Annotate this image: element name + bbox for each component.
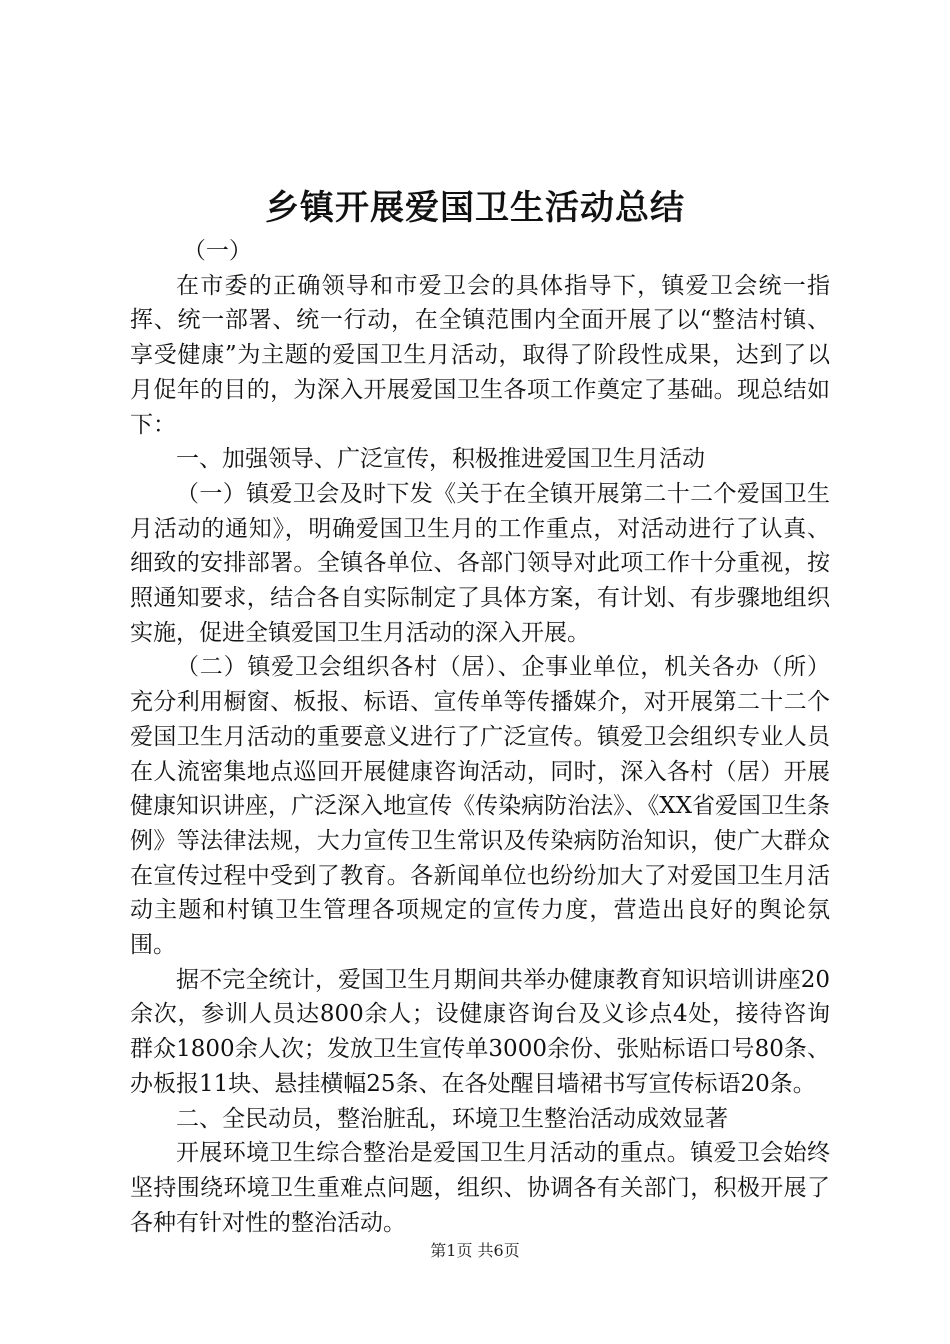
document-body xyxy=(130,234,830,1240)
paragraph-item-one: （一）镇爱卫会及时下发《关于在全镇开展第二十二个爱国卫生月活动的通知》，明确爱国卫生月的工作重点，对活动进行了认真、细致的安排部署。全镇各单位、各部门领导对此项工作十分重视，按照通知要求，结合各自实际制定了具体方案，有计划、有步骤地组织实施，促进全镇爱国卫生月活动的深入开展。 xyxy=(130,480,830,646)
page-number-footer: 第1页 共6页 xyxy=(430,1241,520,1260)
paragraph-intro: 在市委的正确领导和市爱卫会的具体指导下，镇爱卫会统一指挥、统一部署、统一行动，在全镇范围内全面开展了以“整洁村镇、享受健康”为主题的爱国卫生月活动，取得了阶段性成果，达到了以月促年的目的，为深入开展爱国卫生各项工作奠定了基础。现总结如下： xyxy=(130,272,830,438)
paragraph-section-marker: （一） xyxy=(182,238,252,264)
paragraph-section-two: 开展环境卫生综合整治是爱国卫生月活动的重点。镇爱卫会始终坚持围绕环境卫生重难点问题，组织、协调各有关部门，积极开展了各种有针对性的整治活动。 xyxy=(130,1140,830,1236)
paragraph-item-two: （二）镇爱卫会组织各村（居）、企事业单位，机关各办（所）充分利用橱窗、板报、标语、宣传单等传播媒介，对开展第二十二个爱国卫生月活动的重要意义进行了广泛宣传。镇爱卫会组织专业人员在人流密集地点巡回开展健康咨询活动，同时，深入各村（居）开展健康知识讲座，广泛深入地宣传《传染病防治法》、《XX省爱国卫生条例》等法律法规，大力宣传卫生常识及传染病防治知识，使广大群众在宣传过程中受到了教育。各新闻单位也纷纷加大了对爱国卫生月活动主题和村镇卫生管理各项规定的宣传力度，营造出良好的舆论氛围。 xyxy=(130,654,830,959)
document-title: 乡镇开展爱国卫生活动总结 xyxy=(265,188,685,228)
heading-section-one: 一、加强领导、广泛宣传，积极推进爱国卫生月活动 xyxy=(176,446,705,473)
heading-section-two: 二、全民动员，整治脏乱，环境卫生整治活动成效显著 xyxy=(176,1105,728,1132)
paragraph-statistics: 据不完全统计，爱国卫生月期间共举办健康教育知识培训讲座20余次，参训人员达800余人；设健康咨询台及义诊点4处，接待咨询群众1800余人次；发放卫生宣传单3000余份、张贴标语口号80条、办板报11块、悬挂横幅25条、在各处醒目墙裙书写宣传标语20条。 xyxy=(130,966,830,1097)
